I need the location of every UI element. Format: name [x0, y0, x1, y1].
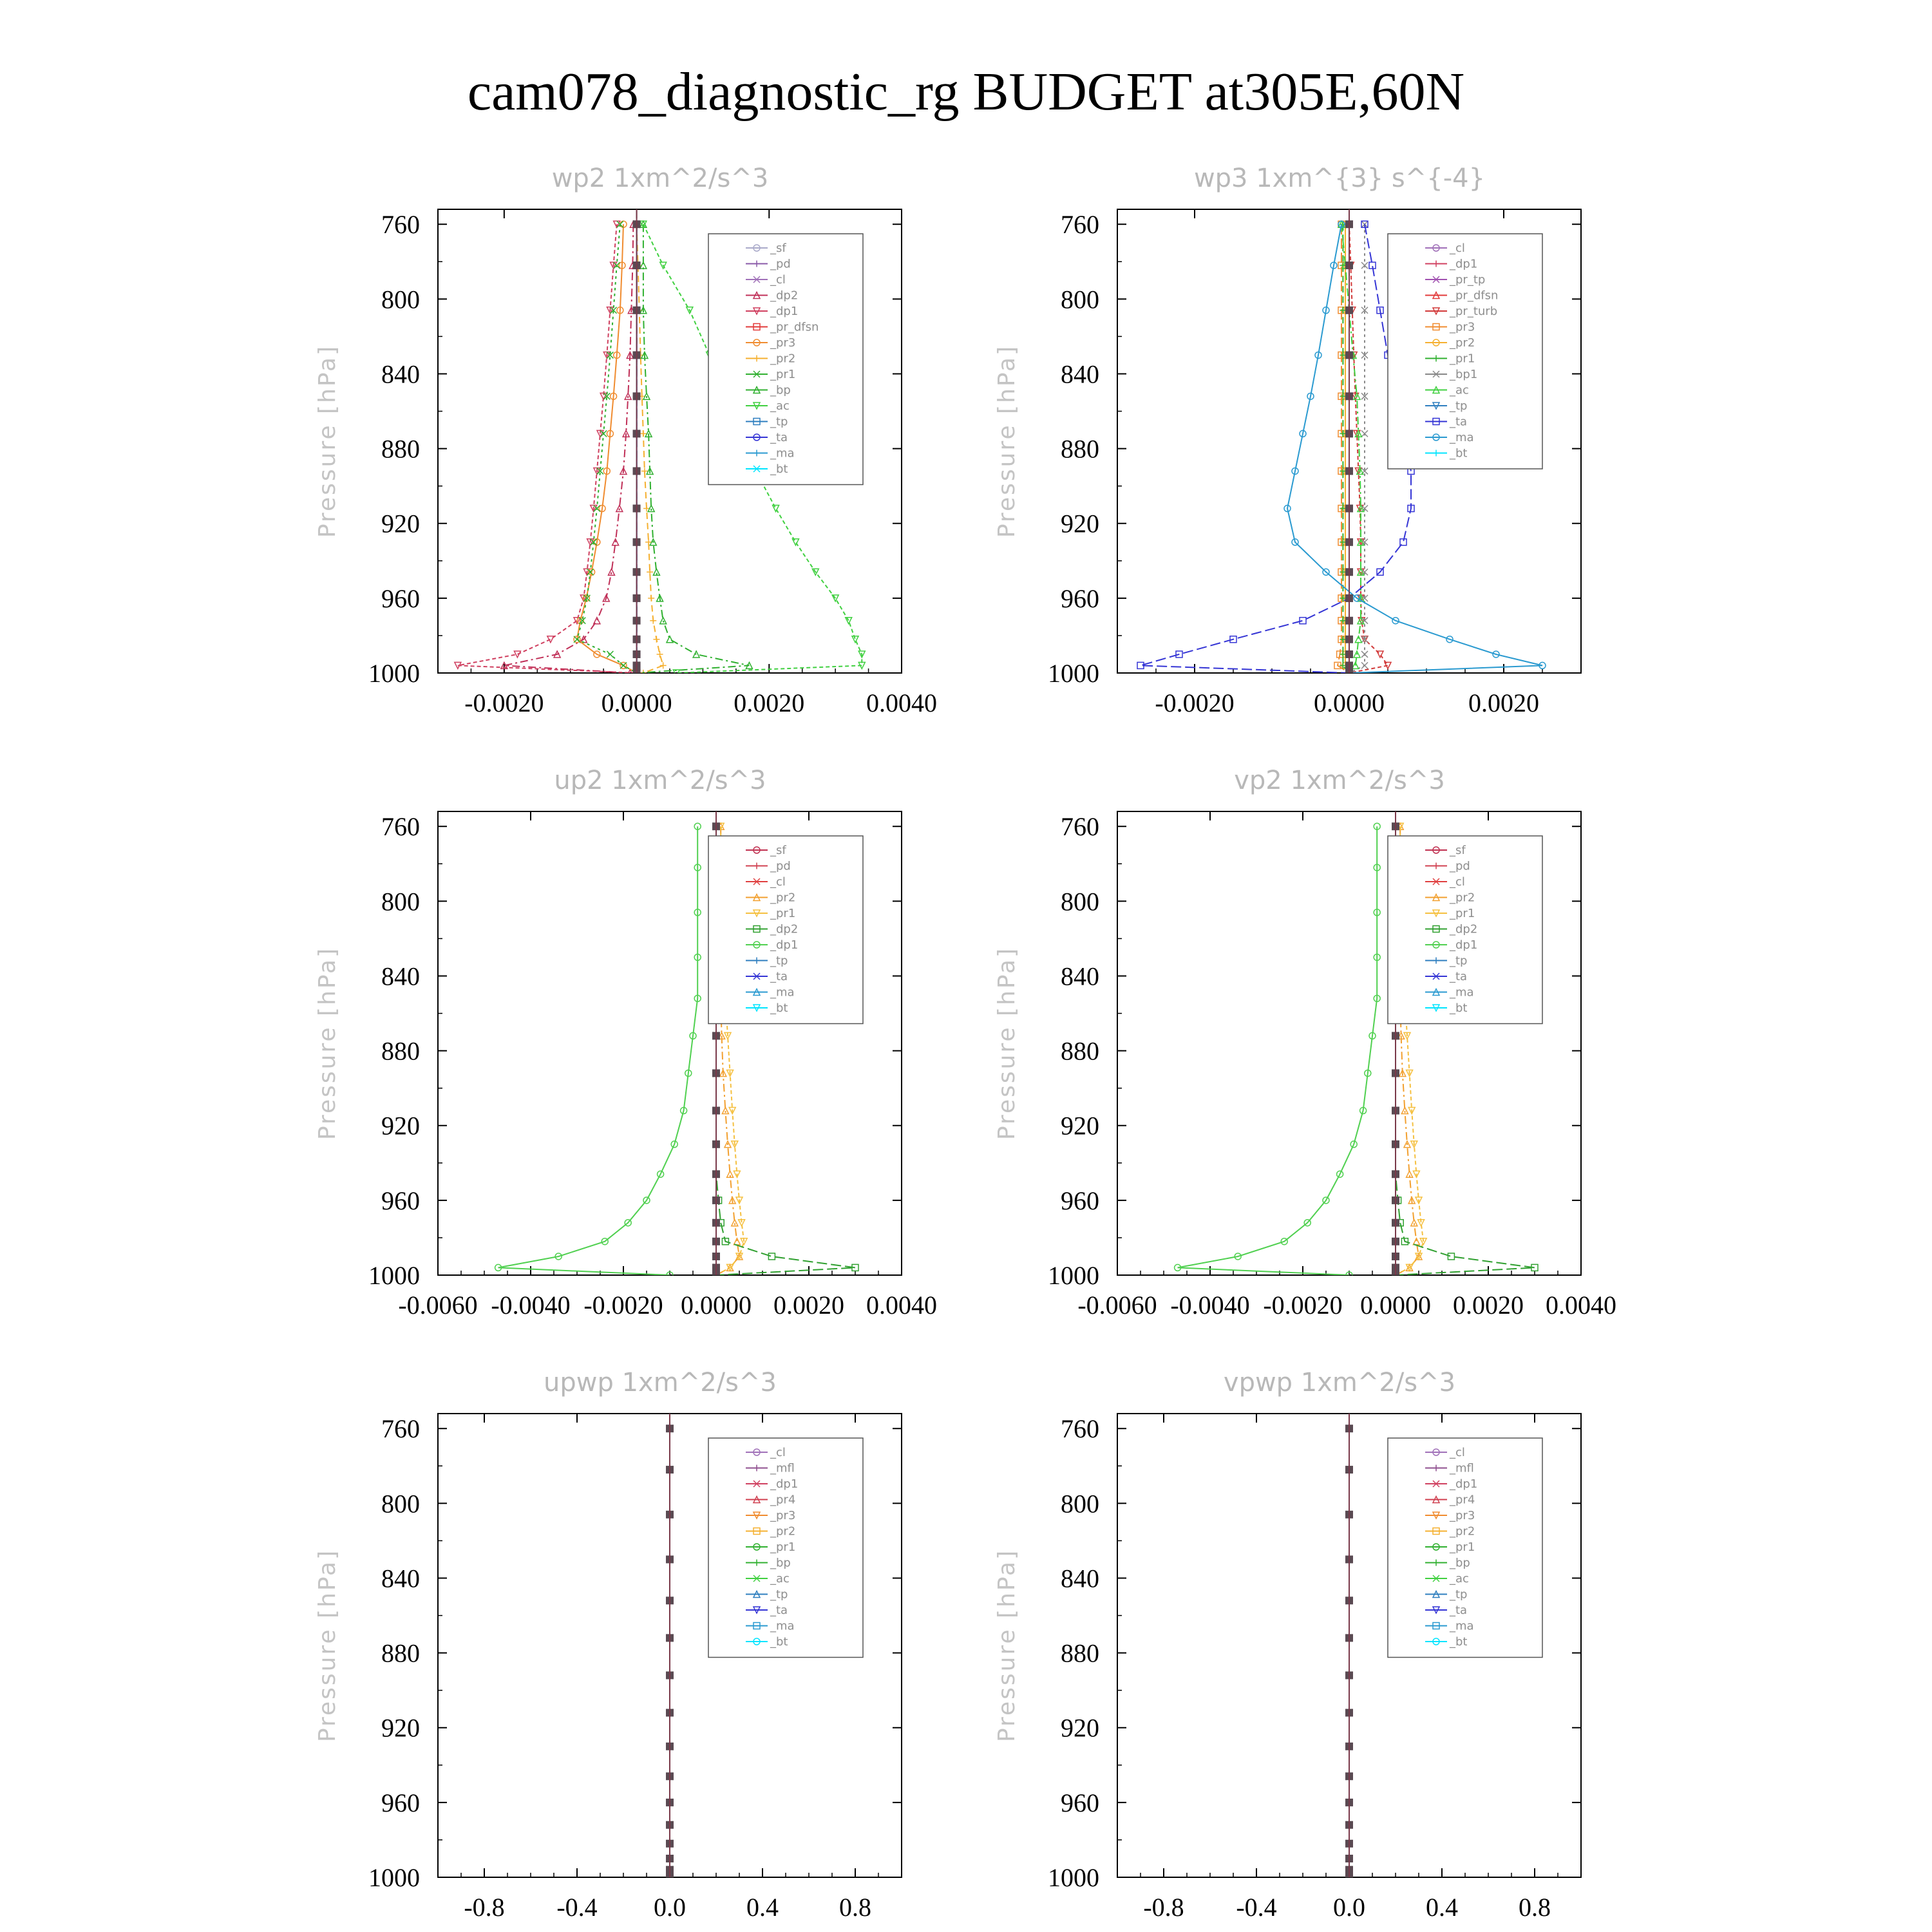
series-group — [1345, 1414, 1353, 1881]
legend-entry: _cl — [770, 875, 786, 889]
series-point — [600, 430, 607, 437]
legend-entry: _dp1 — [770, 938, 799, 952]
x-tick-label: 0.0020 — [1453, 1291, 1524, 1320]
y-tick-label: 960 — [1061, 1788, 1099, 1817]
legend-entry: _dp2 — [770, 922, 799, 936]
legend-entry: _ta — [770, 1604, 788, 1617]
panel-title: vp2 1xm^2/s^3 — [1234, 766, 1445, 795]
series-line-dp1 — [498, 826, 698, 1275]
y-tick-label: 840 — [381, 961, 420, 991]
legend-entry: _cl — [770, 273, 786, 287]
legend-entry: _tp — [1450, 954, 1468, 968]
panels-group — [314, 164, 1616, 1922]
legend-entry: _pr_dfsn — [770, 320, 819, 334]
series-line-pr1 — [577, 224, 637, 673]
series-point — [607, 651, 613, 658]
y-tick-label: 800 — [1061, 285, 1099, 314]
legend-entry: _pr3 — [1450, 1509, 1475, 1522]
series-point — [660, 618, 667, 624]
legend-entry: _pr1 — [770, 1540, 796, 1554]
series-point — [852, 636, 858, 643]
x-tick-label: 0.0000 — [601, 688, 672, 717]
figure-title: cam078_diagnostic_rg BUDGET at305E,60N — [467, 62, 1465, 122]
series-point — [1361, 430, 1368, 437]
x-tick-label: -0.8 — [1143, 1893, 1184, 1922]
legend-entry: _ma — [770, 985, 795, 999]
y-tick-label: 920 — [1061, 509, 1099, 538]
legend-entry: _pr2 — [1450, 336, 1475, 350]
x-tick-label: 0.0040 — [866, 1291, 937, 1320]
legend-entry: _bt — [770, 1635, 788, 1649]
legend-entry: _bp — [1450, 1556, 1470, 1570]
x-tick-label: 0.0040 — [1546, 1291, 1616, 1320]
y-axis-label: Pressure [hPa] — [314, 946, 341, 1141]
y-tick-label: 960 — [1061, 1186, 1099, 1215]
legend-entry: _dp1 — [770, 1477, 799, 1491]
chart-panel-5 — [314, 1368, 902, 1922]
y-axis-label: Pressure [hPa] — [994, 946, 1020, 1141]
series-line-dp1 — [458, 224, 637, 673]
x-tick-label: 0.0020 — [1468, 688, 1539, 717]
legend-entry: _pr2 — [770, 1524, 796, 1539]
y-tick-label: 760 — [1061, 1414, 1099, 1444]
legend-entry: _pd — [770, 257, 791, 271]
series-point — [1361, 262, 1368, 269]
series-point — [547, 636, 554, 643]
legend-entry: _dp1 — [1450, 257, 1478, 271]
x-tick-label: 0.4 — [746, 1893, 779, 1922]
x-tick-label: 0.0000 — [681, 1291, 752, 1320]
x-tick-label: 0.0000 — [1314, 688, 1385, 717]
chart-panel-4 — [994, 766, 1616, 1320]
legend-entry: _mfl — [770, 1461, 795, 1475]
x-tick-label: -0.4 — [556, 1893, 598, 1922]
y-tick-label: 960 — [381, 1186, 420, 1215]
y-tick-label: 880 — [381, 434, 420, 464]
y-tick-label: 1000 — [368, 1261, 420, 1290]
legend-entry: _sf — [1450, 844, 1466, 857]
legend-entry: _sf — [770, 844, 786, 857]
legend-entry: _ta — [1450, 415, 1468, 429]
legend-entry: _ma — [770, 1619, 795, 1633]
legend-entry: _tp — [770, 1587, 788, 1602]
legend-entry: _cl — [1450, 875, 1465, 889]
series-point — [1361, 662, 1368, 668]
y-tick-label: 760 — [1061, 812, 1099, 842]
series-point — [660, 662, 667, 668]
legend-entry: _cl — [1450, 242, 1465, 255]
legend-entry: _cl — [1450, 1446, 1465, 1459]
legend-entry: _ma — [1450, 985, 1474, 999]
legend-entry: _pr1 — [1450, 907, 1475, 920]
legend-entry: _mfl — [1450, 1461, 1474, 1475]
chart-panel-2 — [994, 164, 1581, 717]
y-tick-label: 960 — [1061, 583, 1099, 613]
y-tick-label: 960 — [381, 1788, 420, 1817]
legend-entry: _cl — [770, 1446, 786, 1459]
series-point — [773, 506, 779, 512]
legend-entry: _sf — [770, 242, 786, 255]
legend-entry: _pd — [1450, 859, 1470, 873]
legend-entry: _ac — [770, 399, 790, 413]
y-tick-label: 880 — [1061, 1638, 1099, 1668]
legend-entry: _pr2 — [770, 891, 796, 905]
legend-entry: _dp1 — [770, 305, 799, 318]
legend-entry: _ta — [1450, 970, 1468, 983]
legend-entry: _pr2 — [1450, 1524, 1475, 1539]
legend-entry: _ma — [770, 446, 795, 460]
y-tick-label: 1000 — [368, 1863, 420, 1892]
panel-title: wp3 1xm^{3} s^{-4} — [1193, 164, 1486, 193]
legend-entry: _ta — [770, 970, 788, 983]
legend-entry: _bt — [1450, 1001, 1468, 1015]
series-point — [792, 539, 799, 545]
series-point — [594, 618, 600, 624]
y-tick-label: 880 — [1061, 1036, 1099, 1066]
x-tick-label: -0.0040 — [1170, 1291, 1250, 1320]
legend-entry: _ma — [1450, 431, 1474, 444]
y-tick-label: 800 — [381, 285, 420, 314]
y-tick-label: 880 — [381, 1638, 420, 1668]
y-tick-label: 920 — [381, 1111, 420, 1141]
series-point — [620, 662, 627, 668]
y-tick-label: 880 — [1061, 434, 1099, 464]
y-tick-label: 1000 — [1048, 1863, 1099, 1892]
x-tick-label: 0.0 — [1333, 1893, 1365, 1922]
y-tick-label: 840 — [1061, 1564, 1099, 1593]
series-point — [653, 636, 659, 643]
x-tick-label: 0.4 — [1426, 1893, 1458, 1922]
legend-entry: _bt — [770, 1001, 788, 1015]
legend-entry: _dp2 — [1450, 922, 1478, 936]
x-tick-label: -0.4 — [1236, 1893, 1277, 1922]
series-point — [657, 651, 663, 658]
legend-entry: _dp1 — [1450, 1477, 1478, 1491]
x-tick-label: 0.0000 — [1360, 1291, 1431, 1320]
series-point — [1355, 636, 1361, 643]
legend-entry: _ac — [1450, 1572, 1469, 1586]
legend-entry: _tp — [1450, 399, 1468, 413]
series-point — [667, 636, 673, 643]
y-tick-label: 960 — [381, 583, 420, 613]
legend-entry: _pr4 — [1450, 1493, 1475, 1507]
series-point — [514, 651, 520, 658]
legend-entry: _tp — [1450, 1587, 1468, 1602]
y-tick-label: 920 — [381, 509, 420, 538]
legend-entry: _pr1 — [1450, 352, 1475, 366]
x-tick-label: 0.8 — [1519, 1893, 1551, 1922]
series-line-pr2 — [637, 224, 663, 673]
x-tick-label: -0.8 — [464, 1893, 505, 1922]
y-tick-label: 880 — [381, 1036, 420, 1066]
legend-entry: _pr3 — [1450, 320, 1475, 334]
series-point — [648, 595, 654, 601]
legend-entry: _pr2 — [1450, 891, 1475, 905]
legend-entry: _ac — [770, 1572, 790, 1586]
y-tick-label: 920 — [1061, 1713, 1099, 1743]
y-tick-label: 840 — [1061, 961, 1099, 991]
y-tick-label: 760 — [381, 210, 420, 240]
panel-title: up2 1xm^2/s^3 — [554, 766, 766, 795]
legend-entry: _pd — [770, 859, 791, 873]
legend-entry: _bt — [1450, 1635, 1468, 1649]
y-axis-label: Pressure [hPa] — [314, 1548, 341, 1743]
y-tick-label: 760 — [1061, 210, 1099, 240]
y-tick-label: 840 — [1061, 359, 1099, 389]
legend-entry: _pr1 — [1450, 1540, 1475, 1554]
legend-entry: _ma — [1450, 1619, 1474, 1633]
chart-panel-6 — [994, 1368, 1581, 1922]
y-axis-label: Pressure [hPa] — [994, 1548, 1020, 1743]
y-tick-label: 1000 — [1048, 659, 1099, 688]
x-tick-label: 0.0040 — [866, 688, 937, 717]
legend-entry: _bp — [770, 383, 791, 397]
legend-entry: _bp — [770, 1556, 791, 1570]
series-point — [650, 618, 656, 624]
x-tick-label: -0.0020 — [1155, 688, 1235, 717]
x-tick-label: -0.0060 — [1077, 1291, 1157, 1320]
y-axis-label: Pressure [hPa] — [994, 344, 1020, 538]
x-tick-label: 0.0020 — [734, 688, 805, 717]
legend-entry: _pr1 — [770, 368, 796, 381]
legend-entry: _bt — [1450, 446, 1468, 460]
y-tick-label: 800 — [381, 887, 420, 916]
legend-entry: _pr2 — [770, 352, 796, 366]
legend-entry: _ta — [770, 431, 788, 444]
y-tick-label: 760 — [381, 812, 420, 842]
chart-panel-3 — [314, 766, 937, 1320]
legend-entry: _dp1 — [1450, 938, 1478, 952]
panel-title: vpwp 1xm^2/s^3 — [1223, 1368, 1456, 1397]
x-tick-label: -0.0020 — [583, 1291, 663, 1320]
legend-entry: _ac — [1450, 383, 1469, 397]
series-line-dp2 — [504, 224, 634, 673]
x-tick-label: -0.0020 — [1263, 1291, 1343, 1320]
x-tick-label: 0.8 — [839, 1893, 871, 1922]
series-point — [1361, 651, 1368, 658]
y-axis-label: Pressure [hPa] — [314, 344, 341, 538]
panel-title: wp2 1xm^2/s^3 — [551, 164, 769, 193]
legend-entry: _pr3 — [770, 336, 796, 350]
y-tick-label: 800 — [1061, 1489, 1099, 1519]
series-line-pr1 — [1343, 224, 1349, 673]
y-tick-label: 760 — [381, 1414, 420, 1444]
x-tick-label: -0.0060 — [398, 1291, 478, 1320]
series-point — [846, 618, 852, 624]
x-tick-label: -0.0020 — [464, 688, 544, 717]
x-tick-label: -0.0040 — [491, 1291, 571, 1320]
y-tick-label: 800 — [381, 1489, 420, 1519]
panel-title: upwp 1xm^2/s^3 — [544, 1368, 777, 1397]
x-tick-label: 0.0 — [654, 1893, 686, 1922]
legend-entry: _pr_dfsn — [1450, 289, 1499, 303]
series-point — [1413, 1238, 1419, 1245]
legend-entry: _bp1 — [1450, 368, 1478, 381]
y-tick-label: 840 — [381, 359, 420, 389]
legend-entry: _dp2 — [770, 289, 799, 303]
chart-panel-1 — [314, 164, 937, 717]
legend-entry: _pr_turb — [1450, 305, 1498, 318]
series-line-dp1 — [1178, 826, 1378, 1275]
series-group — [666, 1414, 674, 1881]
y-tick-label: 920 — [1061, 1111, 1099, 1141]
series-point — [768, 1253, 775, 1260]
legend-entry: _bt — [770, 462, 788, 476]
legend-entry: _pr1 — [770, 907, 796, 920]
legend-entry: _ta — [1450, 1604, 1468, 1617]
series-point — [647, 569, 653, 575]
y-tick-label: 920 — [381, 1713, 420, 1743]
legend-entry: _pr4 — [770, 1493, 796, 1507]
y-tick-label: 840 — [381, 1564, 420, 1593]
legend-entry: _pr_tp — [1450, 273, 1486, 287]
series-point — [1448, 1253, 1454, 1260]
legend-entry: _tp — [770, 954, 788, 968]
series-point — [734, 1238, 740, 1245]
legend-entry: _tp — [770, 415, 788, 429]
x-tick-label: 0.0020 — [773, 1291, 844, 1320]
legend-entry: _pr3 — [770, 1509, 796, 1522]
y-tick-label: 800 — [1061, 887, 1099, 916]
y-tick-label: 1000 — [1048, 1261, 1099, 1290]
y-tick-label: 1000 — [368, 659, 420, 688]
